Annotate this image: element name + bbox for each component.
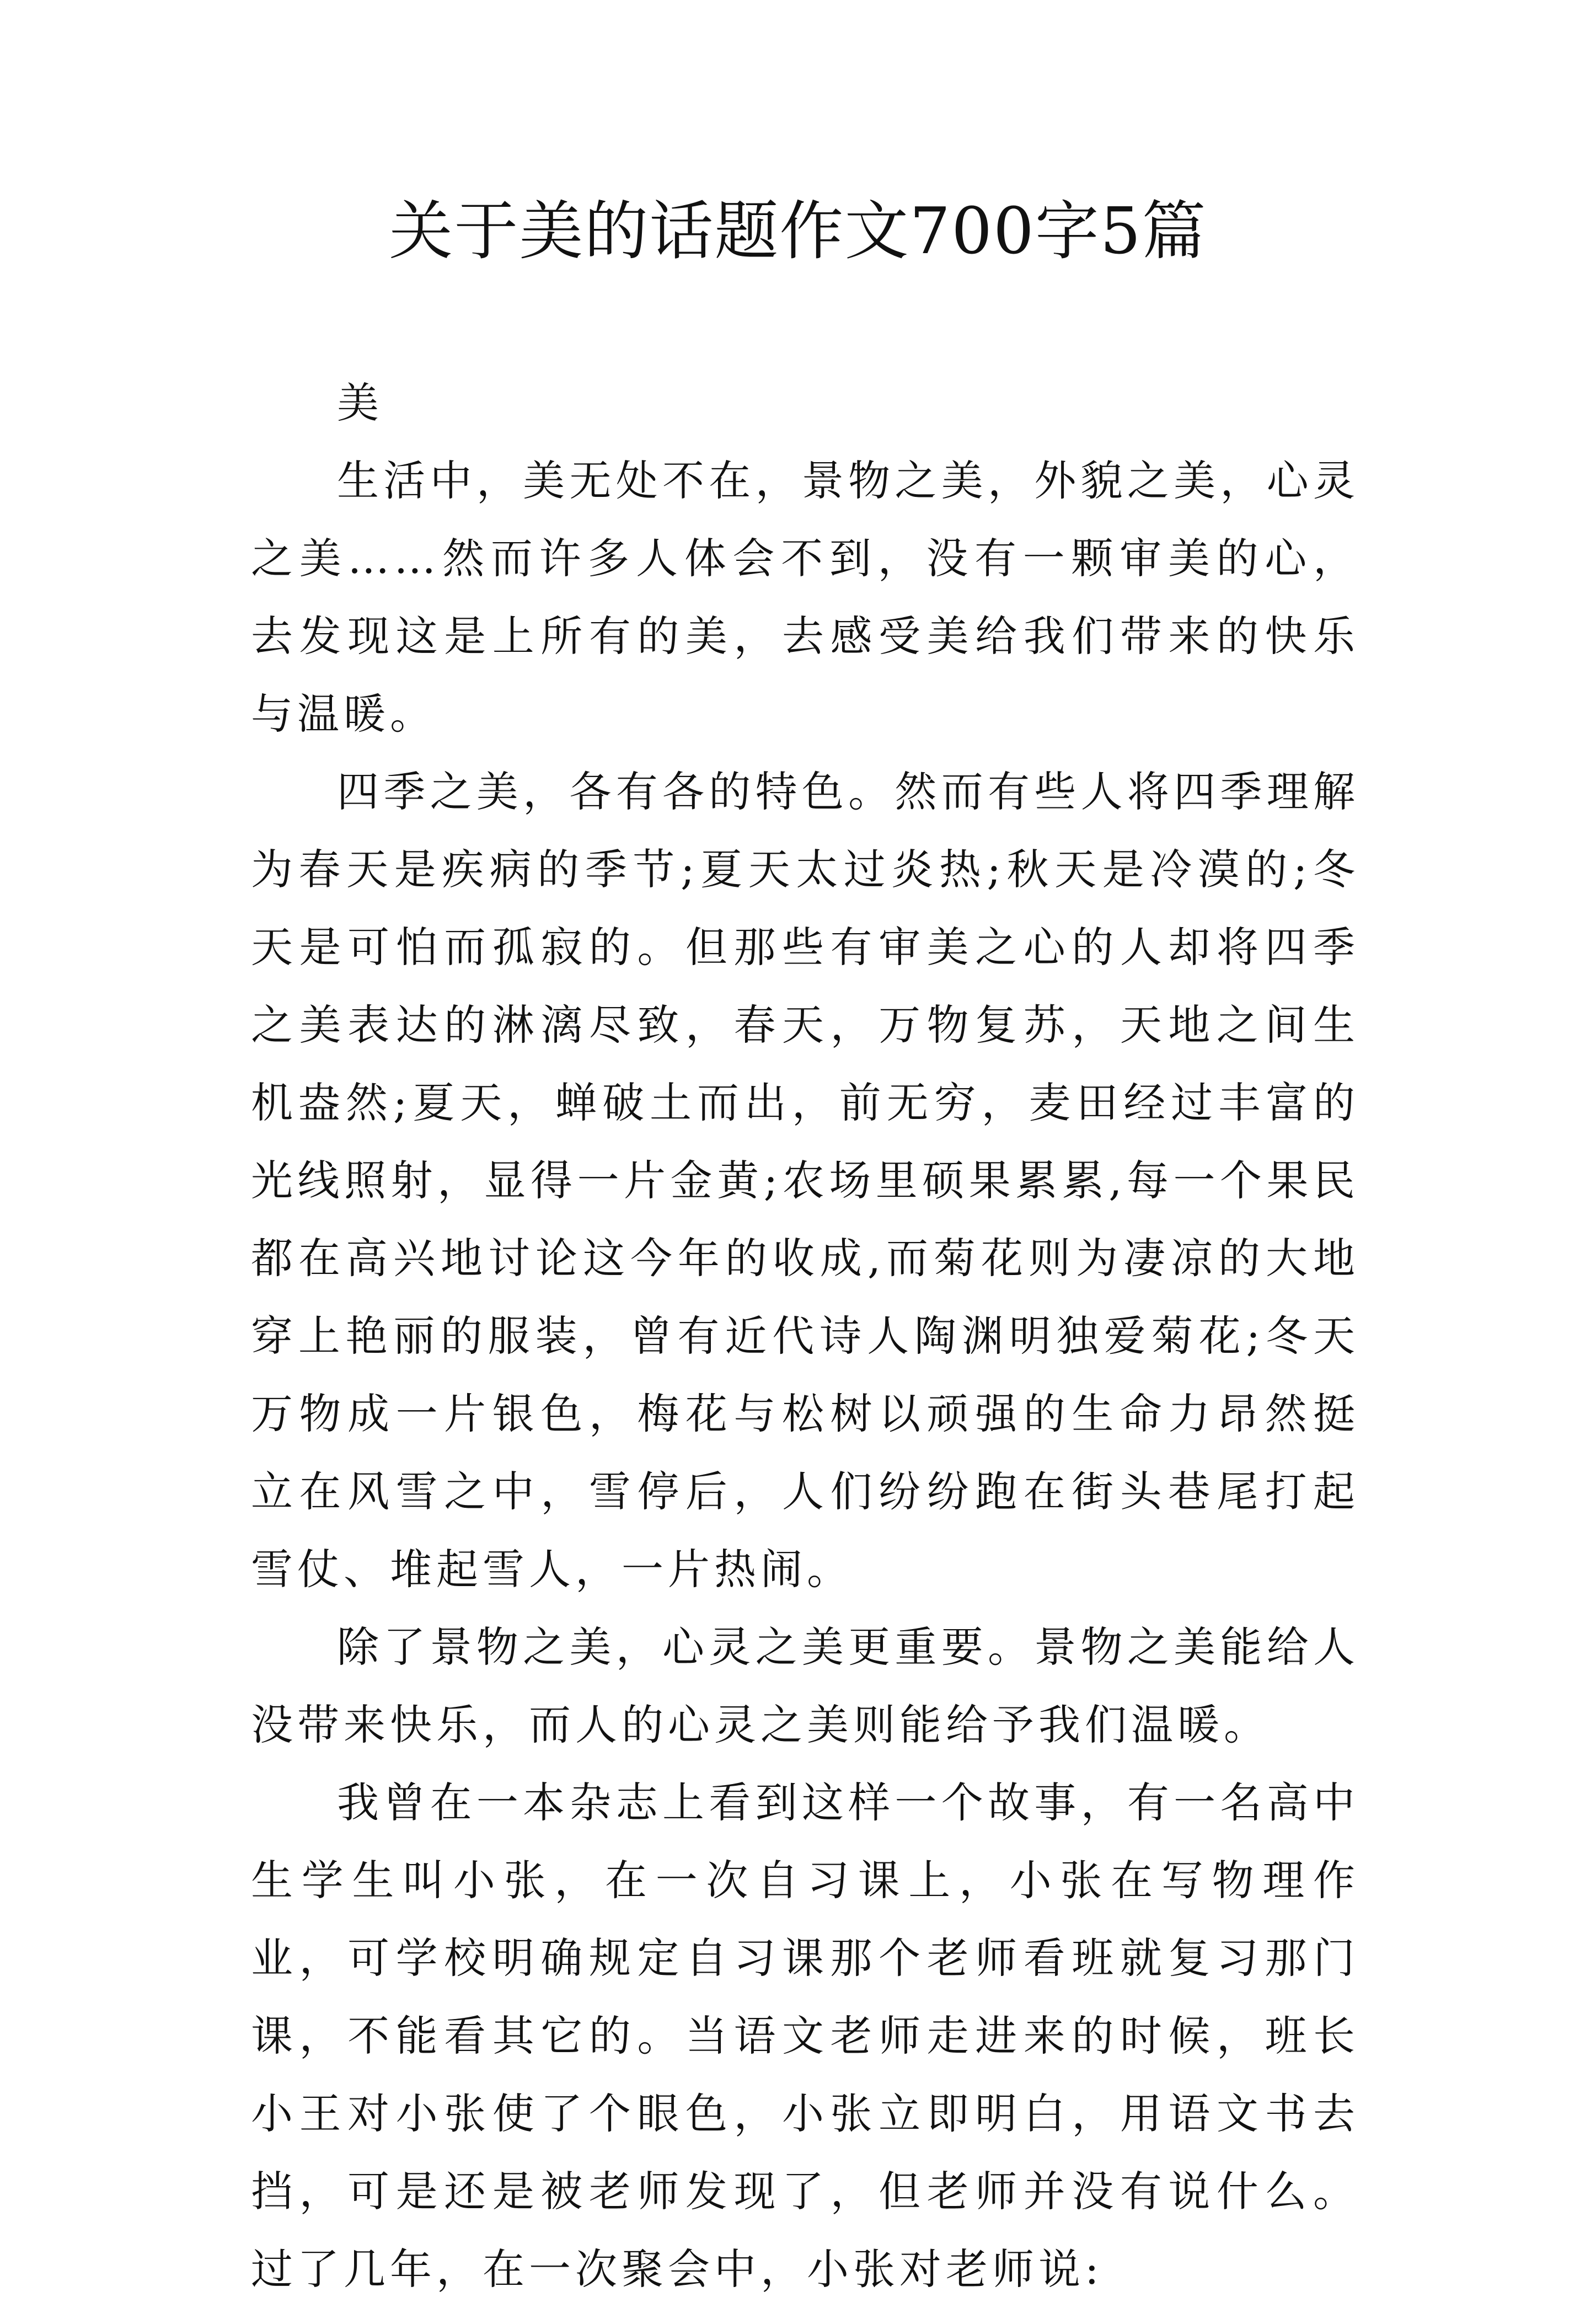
paragraph: 我曾在一本杂志上看到这样一个故事，有一名高中生学生叫小张，在一次自习课上，小张在写物理作业，可学校明确规定自习课那个老师看班就复习那门课，不能看其它的。当语文老师走进来的时候，班长小王对小张使了个眼色，小张立即明白，用语文书去挡，可是还是被老师发现了，但老师并没有说什么。过了几年，在一次聚会中，小张对老师说:: [251, 1778, 1359, 2294]
document-title: 关于美的话题作文700字5篇: [389, 194, 1207, 269]
section-heading: 美: [337, 378, 379, 427]
paragraph: 除了景物之美，心灵之美更重要。景物之美能给人没带来快乐，而人的心灵之美则能给予我们温暖。: [251, 1622, 1359, 1749]
document-body: [251, 364, 1359, 2308]
paragraph: 生活中，美无处不在，景物之美，外貌之美，心灵之美……然而许多人体会不到，没有一颗审美的心，去发现这是上所有的美，去感受美给我们带来的快乐与温暖。: [251, 456, 1359, 738]
paragraph: 四季之美，各有各的特色。然而有些人将四季理解为春天是疾病的季节;夏天太过炎热;秋天是冷漠的;冬天是可怕而孤寂的。但那些有审美之心的人却将四季之美表达的淋漓尽致，春天，万物复苏，天地之间生机盎然;夏天，蝉破土而出，前无穷，麦田经过丰富的光线照射，显得一片金黄;农场里硕果累累,每一个果民都在高兴地讨论这今年的收成,而菊花则为凄凉的大地穿上艳丽的服装，曾有近代诗人陶渊明独爱菊花;冬天万物成一片银色，梅花与松树以顽强的生命力昂然挺立在风雪之中，雪停后，人们纷纷跑在街头巷尾打起雪仗、堆起雪人，一片热闹。: [251, 767, 1359, 1594]
